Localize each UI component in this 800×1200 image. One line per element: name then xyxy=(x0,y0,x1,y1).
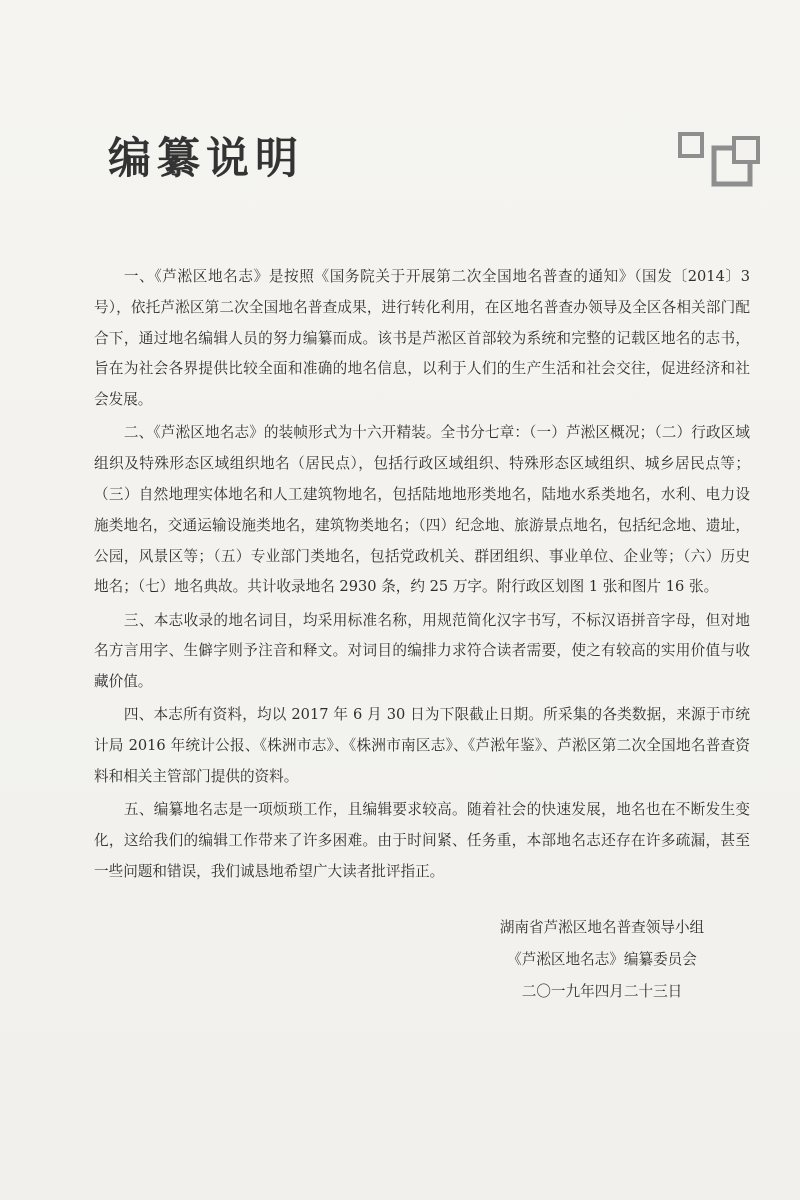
signature-date: 二〇一九年四月二十三日 xyxy=(521,983,683,1000)
paragraph-3: 三、本志收录的地名词目，均采用标准名称，用规范简化汉字书写，不标汉语拼音字母，但对地名方言用字、生僻字则予注音和释文。对词目的编排力求符合读者需要，使之有较高的实用价值与收藏价值。 xyxy=(94,611,750,691)
signature-committee: 《芦淞区地名志》编纂委员会 xyxy=(507,951,697,968)
signature-organization: 湖南省芦淞区地名普查领导小组 xyxy=(499,919,705,936)
paragraph-1: 一、《芦淞区地名志》是按照《国务院关于开展第二次全国地名普查的通知》（国发〔2014〕3号），依托芦淞区第二次全国地名普查成果，进行转化利用，在区地名普查办领导及全区各相关部门配合下，通过地名编辑人员的努力编纂而成。该书是芦淞区首部较为系统和完整的记载区地名的志书，旨在为社会各界提供比较全面和准确的地名信息，以利于人们的生产生活和社会交往，促进经济和社会发展。 xyxy=(94,268,750,409)
paragraph-2: 二、《芦淞区地名志》的装帧形式为十六开精装。全书分七章：（一）芦淞区概况；（二）行政区域组织及特殊形态区域组织地名（居民点），包括行政区域组织、特殊形态区域组织、城乡居民点等；（三）自然地理实体地名和人工建筑物地名，包括陆地地形类地名，陆地水系类地名，水利、电力设施类地名，交通运输设施类地名，建筑物类地名；（四）纪念地、旅游景点地名，包括纪念地、遗址，公园，风景区等；（五）专业部门类地名，包括党政机关、群团组织、事业单位、企业等；（六）历史地名；（七）地名典故。共计收录地名 2930 条，约 25 万字。附行政区划图 1 张和图片 16 张。 xyxy=(94,424,750,596)
paragraph-5: 五、编纂地名志是一项烦琐工作，且编辑要求较高。随着社会的快速发展，地名也在不断发生变化，这给我们的编辑工作带来了许多困难。由于时间紧、任务重，本部地名志还存在许多疏漏，甚至一些问题和错误，我们诚恳地希望广大读者批评指正。 xyxy=(94,801,750,880)
paragraph-4: 四、本志所有资料，均以 2017 年 6 月 30 日为下限截止日期。所采集的各类数据，来源于市统计局 2016 年统计公报、《株洲市志》、《株洲市南区志》、《芦淞年鉴》、芦淞区第二次全国地名普查资料和相关主管部门提供的资料。 xyxy=(94,706,750,785)
signature-block xyxy=(452,912,752,1008)
page-title: 编纂说明 xyxy=(108,134,304,184)
body-text xyxy=(94,262,750,890)
overlapping-squares-icon xyxy=(670,128,770,198)
